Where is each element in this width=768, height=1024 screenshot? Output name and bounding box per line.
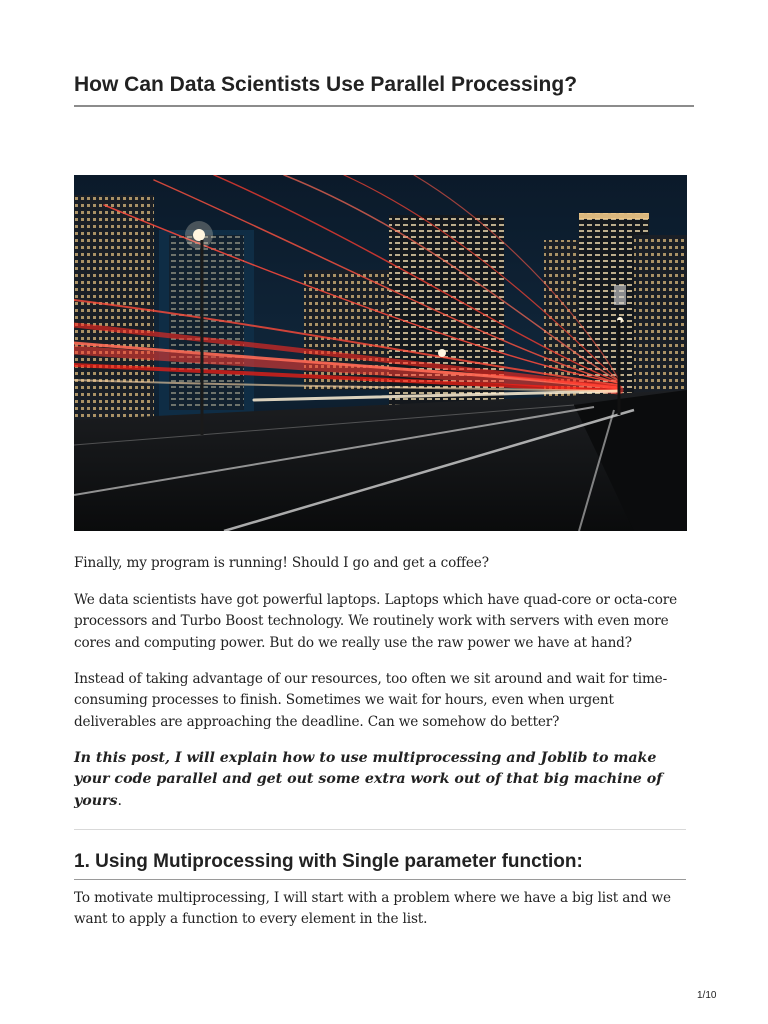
page-title: How Can Data Scientists Use Parallel Processing? [74,70,694,107]
section-divider [74,829,686,830]
post-summary-period: . [117,792,122,809]
night-city-light-trails-photo [74,175,687,531]
paragraph-resources: Instead of taking advantage of our resources, too often we sit around and wait for time-consuming processes to finish. Sometimes we wait for hours, even when urgent deliverables are approaching the deadline. Can we somehow do better? [74,671,668,730]
hero-image [74,175,687,531]
paragraph-intro: Finally, my program is running! Should I go and get a coffee? [74,555,489,571]
page-number: 1/10 [697,990,717,1001]
paragraph-laptops: We data scientists have got powerful laptops. Laptops which have quad-core or octa-core processors and Turbo Boost technology. We routinely work with servers with even more cores and computing power. But do we really use the raw power we have at hand? [74,592,678,651]
section-heading: 1. Using Mutiprocessing with Single parameter function: [74,848,686,880]
paragraph-multiprocessing-motivation: To motivate multiprocessing, I will start with a problem where we have a big list and we want to apply a function to every element in the list. [74,890,671,928]
paragraph-post-summary [74,748,694,812]
post-summary-text: In this post, I will explain how to use multiprocessing and Joblib to make your code parallel and get out some extra work out of that big machine of yours [74,750,663,809]
